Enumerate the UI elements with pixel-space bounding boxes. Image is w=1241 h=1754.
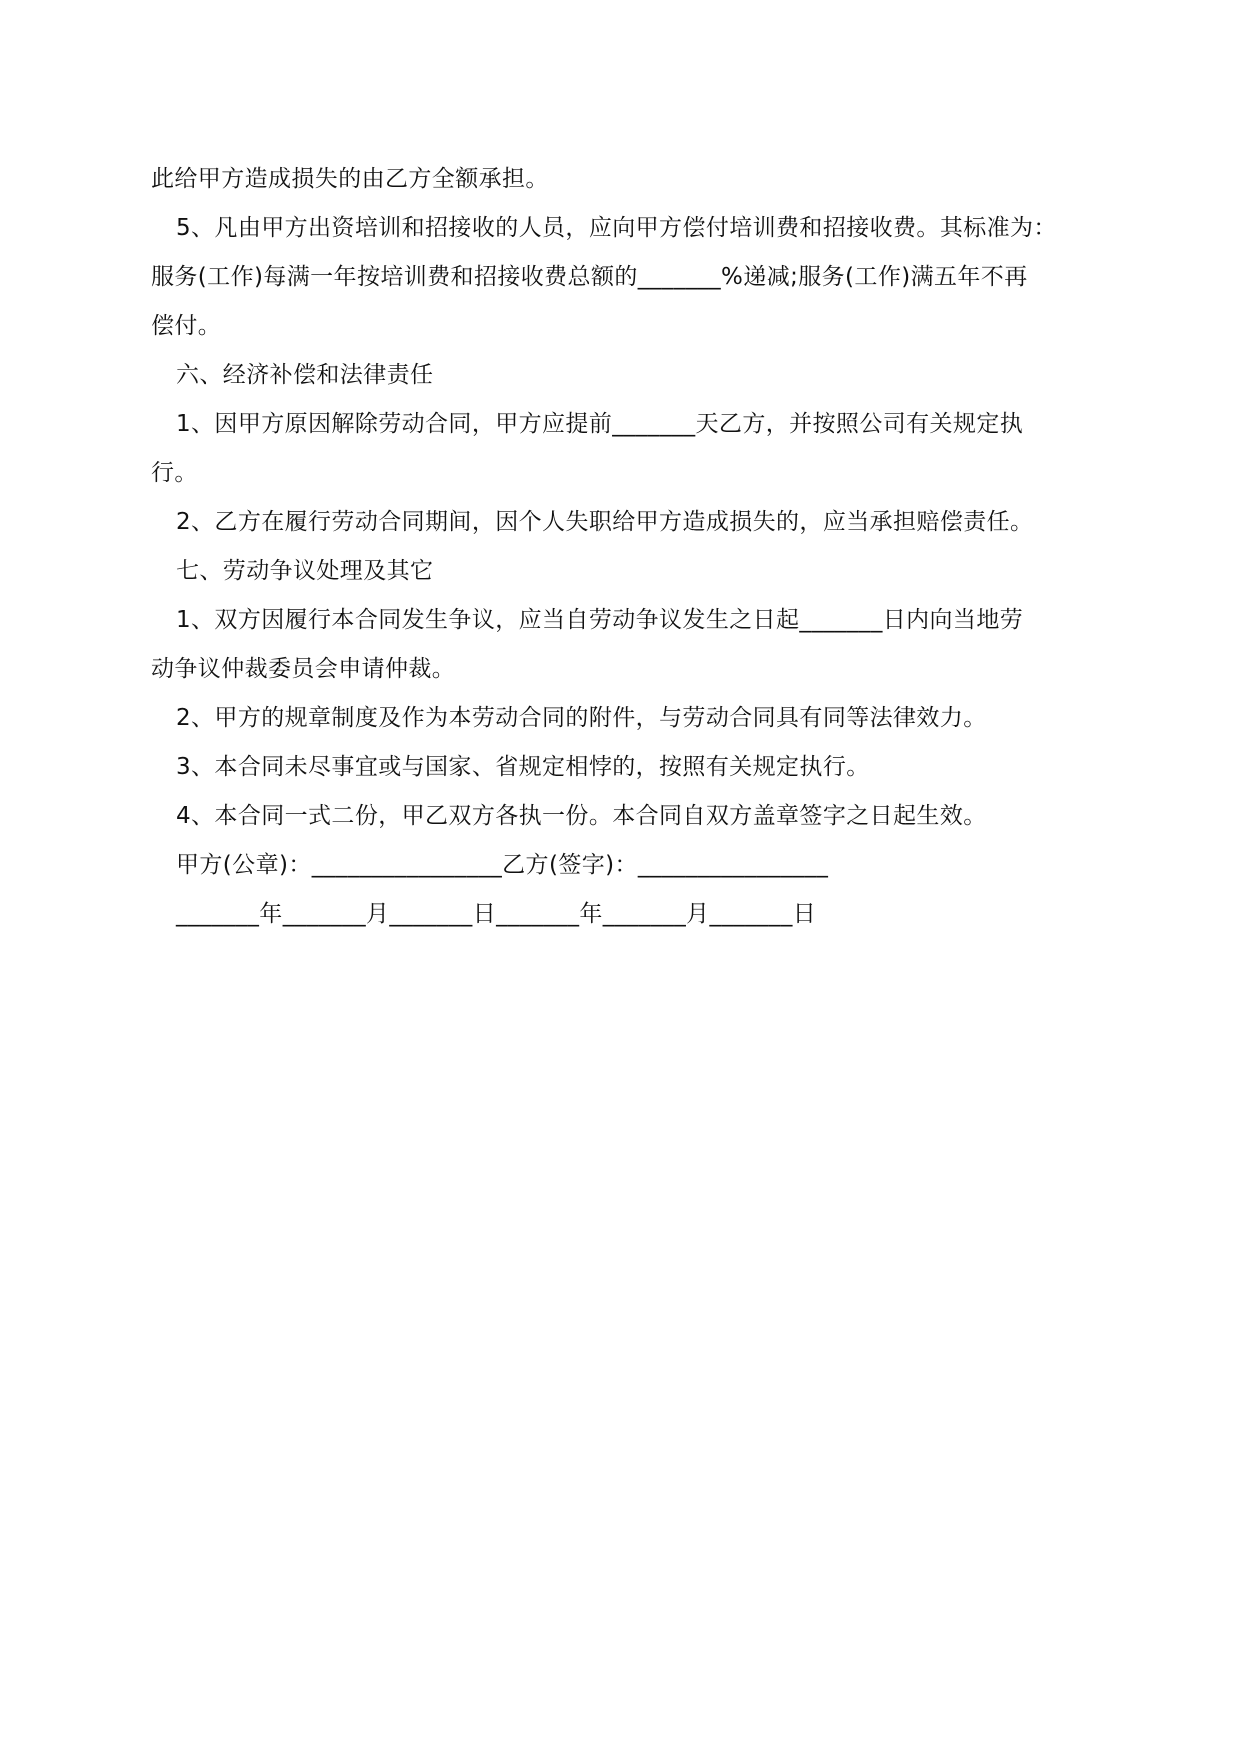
date-line: _______年_______月_______日_______年_______月_______日	[176, 901, 817, 927]
signature-line: 甲方(公章)：________________乙方(签字)：________________	[176, 852, 829, 878]
dispute-clause-3-line: 3、本合同未尽事宜或与国家、省规定相悖的，按照有关规定执行。	[176, 754, 870, 780]
contract-body	[151, 155, 1091, 939]
clause-5-continuation: 偿付。	[151, 313, 222, 339]
clause-2-line: 2、乙方在履行劳动合同期间，因个人失职给甲方造成损失的，应当承担赔偿责任。	[176, 509, 1034, 535]
dispute-clause-2-line: 2、甲方的规章制度及作为本劳动合同的附件，与劳动合同具有同等法律效力。	[176, 705, 987, 731]
dispute-clause-1-continuation: 动争议仲裁委员会申请仲裁。	[151, 656, 456, 682]
clause-1-line: 1、因甲方原因解除劳动合同，甲方应提前_______天乙方，并按照公司有关规定执	[176, 411, 1024, 437]
clause-1-continuation: 行。	[151, 460, 198, 486]
clause-5-continuation: 服务(工作)每满一年按培训费和招接收费总额的_______%递减;服务(工作)满五年不再	[151, 264, 1028, 290]
dispute-clause-1-line: 1、双方因履行本合同发生争议，应当自劳动争议发生之日起_______日内向当地劳	[176, 607, 1024, 633]
section-heading-compensation: 六、经济补偿和法律责任	[176, 362, 434, 388]
clause-5-line: 5、凡由甲方出资培训和招接收的人员，应向甲方偿付培训费和招接收费。其标准为：	[176, 215, 1057, 241]
paragraph-line: 此给甲方造成损失的由乙方全额承担。	[151, 166, 549, 192]
dispute-clause-4-line: 4、本合同一式二份，甲乙双方各执一份。本合同自双方盖章签字之日起生效。	[176, 803, 987, 829]
section-heading-disputes: 七、劳动争议处理及其它	[176, 558, 434, 584]
